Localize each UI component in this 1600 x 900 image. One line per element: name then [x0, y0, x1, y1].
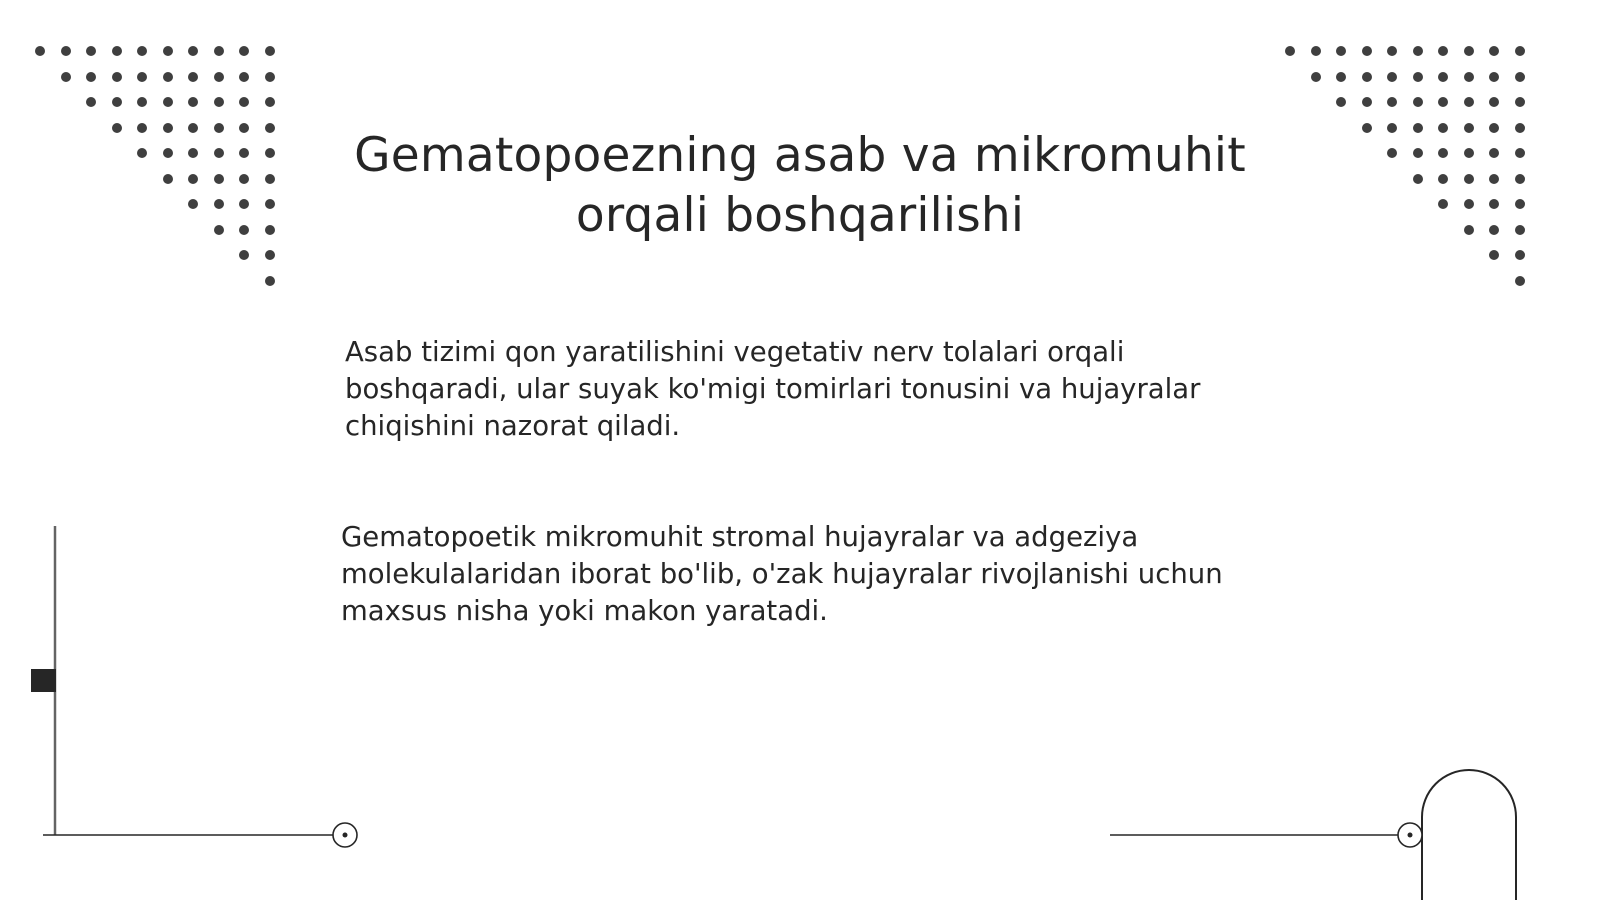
slide-title: Gematopoezning asab va mikromuhit orqali boshqarilishi	[354, 128, 1246, 243]
arch-outline	[1422, 770, 1516, 900]
body-paragraph-nervous-regulation: Asab tizimi qon yaratilishini vegetativ nerv tolalari orqali boshqaradi, ular suyak ko'migi tomirlari tonusini va hujayralar chiqishini nazorat qiladi.	[345, 336, 1201, 442]
body-paragraph-microenvironment: Gematopoetik mikromuhit stromal hujayralar va adgeziya molekulalaridan iborat bo'lib, o'zak hujayralar rivojlanishi uchun maxsus nisha yoki makon yaratadi.	[341, 521, 1223, 627]
circle-target-icon	[1398, 823, 1422, 847]
circle-target-icon	[333, 823, 357, 847]
left-square-marker	[31, 669, 56, 692]
